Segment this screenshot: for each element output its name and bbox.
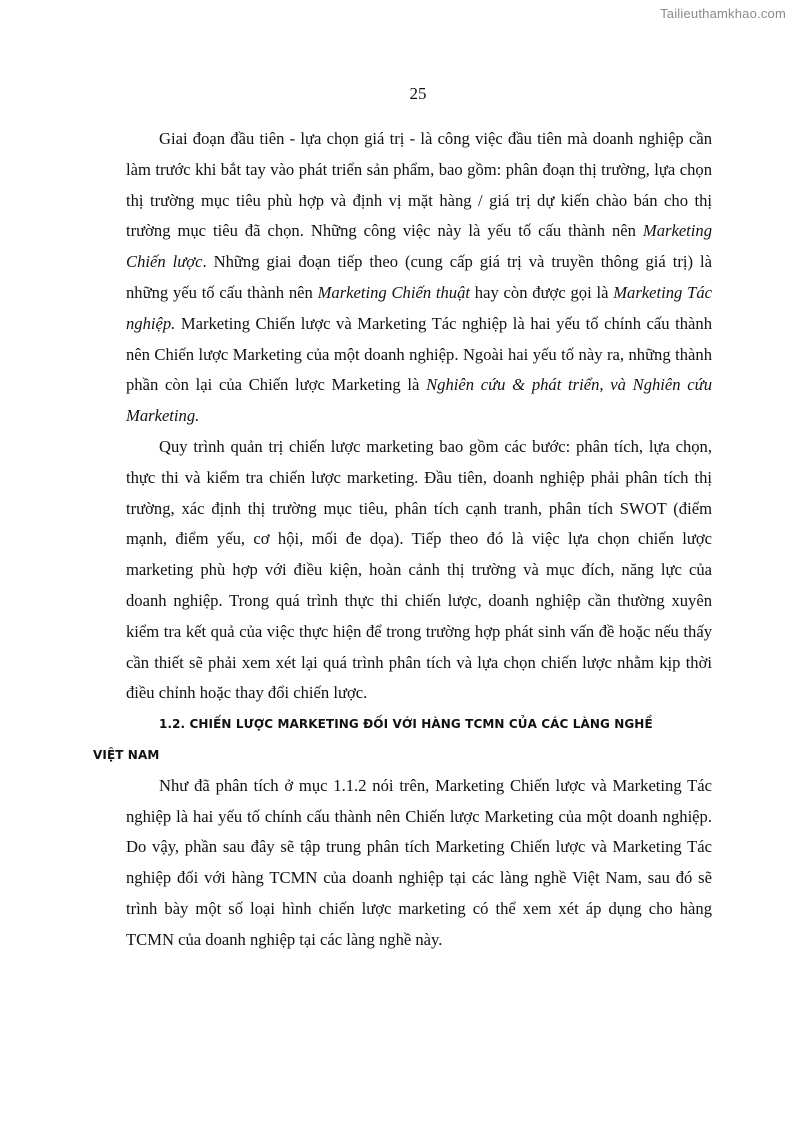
paragraph-text: hay còn được gọi là — [470, 282, 614, 302]
page-number: 25 — [409, 84, 427, 103]
paragraph-text: Giai đoạn đầu tiên - lựa chọn giá trị - là công việc đầu tiên mà doanh nghiệp cần làm trước khi bắt tay vào phát triển sản phẩm, bao gồm: phân đoạn thị trường, lựa chọn thị trường mục tiêu phù hợp và định vị mặt hàng / giá trị dự kiến chào bán cho thị trường mục tiêu đã chọn. Những công việc này là yếu tố cấu thành nên — [126, 129, 712, 241]
italic-term: Marketing Chiến lược — [126, 221, 712, 272]
paragraph-process: Quy trình quản trị chiến lược marketing bao gồm các bước: phân tích, lựa chọn, thực thi và kiểm tra chiến lược marketing. Đầu tiên, doanh nghiệp phải phân tích thị trường, xác định thị trường mục tiêu, phân tích cạnh tranh, phân tích SWOT (điểm mạnh, điểm yếu, cơ hội, mối đe dọa). Tiếp theo đó là việc lựa chọn chiến lược marketing phù hợp với điều kiện, hoàn cảnh thị trường và mục đích, năng lực của doanh nghiệp. Trong quá trình thực thi chiến lược, doanh nghiệp cần thường xuyên kiểm tra kết quả của việc thực hiện để trong trường hợp phát sinh vấn đề hoặc nếu thấy cần thiết sẽ phải xem xét lại quá trình phân tích và lựa chọn chiến lược nhằm kịp thời điều chỉnh hoặc thay đổi chiến lược. — [126, 436, 712, 703]
paragraph-value-selection — [126, 124, 712, 432]
italic-term: Marketing Tác nghiệp. — [126, 282, 713, 333]
watermark-text: Tailieuthamkhao.com — [660, 6, 786, 21]
section-heading-line: 1.2. CHIẾN LƯỢC MARKETING ĐỐI VỚI HÀNG TCMN CỦA CÁC LÀNG NGHỀ — [159, 717, 653, 732]
paragraph-text: . Những giai đoạn tiếp theo (cung cấp giá trị và truyền thông giá trị) là những yếu tố cấu thành nên — [126, 252, 712, 302]
section-heading-line: VIỆT NAM — [93, 747, 160, 762]
document-body — [93, 124, 713, 956]
italic-term: Marketing Chiến thuật — [317, 282, 471, 302]
paragraph-text: Marketing Chiến lược và Marketing Tác nghiệp là hai yếu tố chính cấu thành nên Chiến lược Marketing của một doanh nghiệp. Ngoài hai yếu tố này ra, những thành phần còn lại của Chiến lược Marketing là — [126, 313, 712, 395]
paragraph-section-intro: Như đã phân tích ở mục 1.1.2 nói trên, Marketing Chiến lược và Marketing Tác nghiệp là hai yếu tố chính cấu thành nên Chiến lược Marketing của một doanh nghiệp. Do vậy, phần sau đây sẽ tập trung phân tích Marketing Chiến lược và Marketing Tác nghiệp đối với hàng TCMN của doanh nghiệp tại các làng nghề Việt Nam, sau đó sẽ trình bày một số loại hình chiến lược marketing có thể xem xét áp dụng cho hàng TCMN của doanh nghiệp tại các làng nghề này. — [126, 775, 712, 949]
italic-term: Nghiên cứu & phát triển, và Nghiên cứu Marketing. — [126, 375, 713, 426]
section-heading — [93, 709, 712, 771]
